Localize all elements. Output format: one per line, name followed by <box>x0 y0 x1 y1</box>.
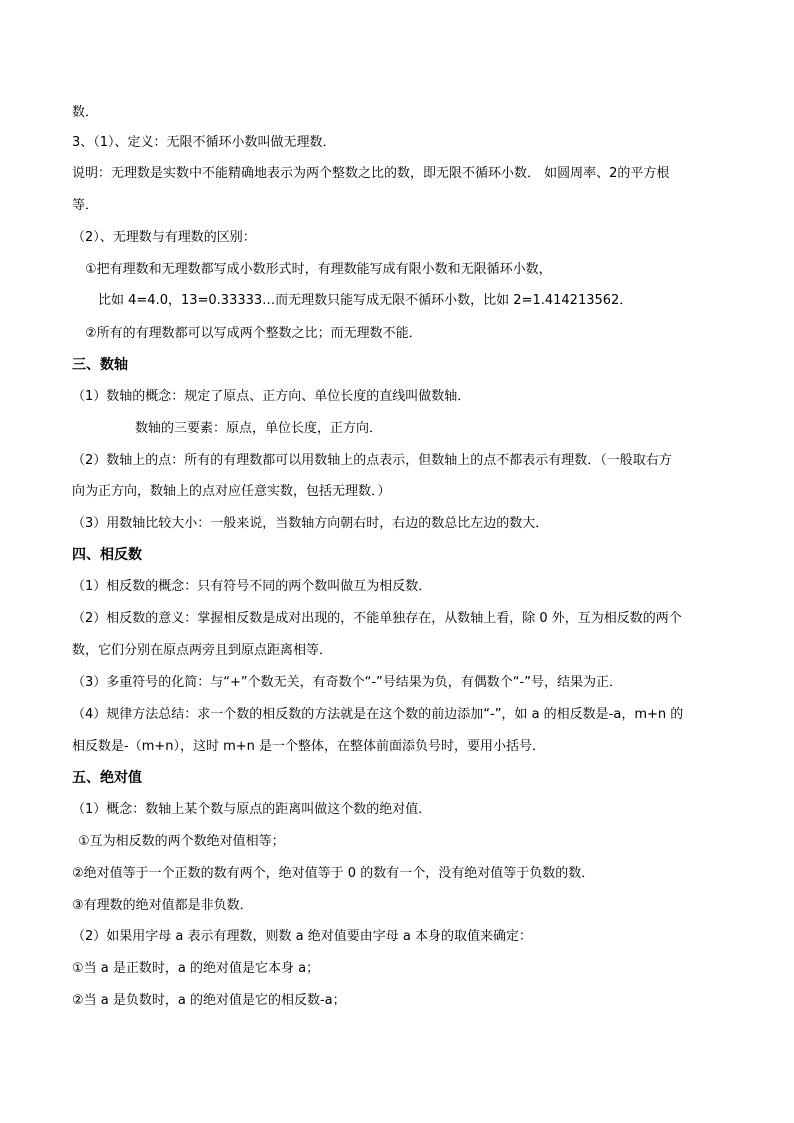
text-line: 3、（1）、定义：无限不循环小数叫做无理数． <box>72 135 336 150</box>
text-line: ②所有的有理数都可以写成两个整数之比；而无理数不能． <box>85 326 422 341</box>
text-line: （2）数轴上的点：所有的有理数都可以用数轴上的点表示，但数轴上的点不都表示有理数．（一般取右方 <box>72 453 672 468</box>
text-line: （1）相反数的概念：只有符号不同的两个数叫做互为相反数． <box>72 579 432 594</box>
text-line: （3）多重符号的化简：与“+”个数无关，有奇数个“-”号结果为负，有偶数个“-”号，结果为正． <box>72 675 622 690</box>
text-line: （2）、无理数与有理数的区别： <box>72 230 256 245</box>
text-line: （4）规律方法总结：求一个数的相反数的方法就是在这个数的前边添加“-”，如 a 的相反数是-a，m+n 的 <box>72 707 684 722</box>
text-line: 说明：无理数是实数中不能精确地表示为两个整数之比的数，即无限不循环小数． 如圆周率、2的平方根 <box>72 166 670 181</box>
text-line: （3）用数轴比较大小：一般来说，当数轴方向朝右时，右边的数总比左边的数大． <box>72 516 549 531</box>
section-heading: 五、绝对值 <box>72 770 142 786</box>
text-line: ①当 a 是正数时，a 的绝对值是它本身 a； <box>72 961 320 976</box>
text-line: 比如 4=4.0，13=0.33333…而无理数只能写成无限不循环小数，比如 2=1.414213562． <box>98 293 633 308</box>
text-line: （1）数轴的概念：规定了原点、正方向、单位长度的直线叫做数轴． <box>72 389 471 404</box>
text-line: ②当 a 是负数时，a 的绝对值是它的相反数-a； <box>72 993 346 1008</box>
text-line: 数轴的三要素：原点，单位长度，正方向． <box>135 421 383 436</box>
text-line: ③有理数的绝对值都是非负数． <box>72 898 253 913</box>
text-line: （2）相反数的意义：掌握相反数是成对出现的，不能单独存在，从数轴上看，除 0 外，互为相反数的两个 <box>72 611 682 626</box>
text-line: （2）如果用字母 a 表示有理数，则数 a 绝对值要由字母 a 本身的取值来确定： <box>72 929 532 944</box>
text-line: 相反数是-（m+n），这时 m+n 是一个整体，在整体前面添负号时，要用小括号． <box>72 739 546 754</box>
text-line: ②绝对值等于一个正数的数有两个，绝对值等于 0 的数有一个，没有绝对值等于负数的数． <box>72 866 595 881</box>
text-line: 向为正方向，数轴上的点对应任意实数，包括无理数．） <box>72 484 391 499</box>
text-line: 数，它们分别在原点两旁且到原点距离相等． <box>72 643 333 658</box>
text-line: ①把有理数和无理数都写成小数形式时，有理数能写成有限小数和无限循环小数， <box>85 262 552 277</box>
text-line: （1）概念：数轴上某个数与原点的距离叫做这个数的绝对值． <box>72 802 432 817</box>
text-line: 数． <box>72 105 99 120</box>
text-line: 等． <box>72 198 99 213</box>
section-heading: 三、数轴 <box>72 357 128 373</box>
text-line: ①互为相反数的两个数绝对值相等； <box>78 834 285 849</box>
section-heading: 四、相反数 <box>72 547 142 563</box>
